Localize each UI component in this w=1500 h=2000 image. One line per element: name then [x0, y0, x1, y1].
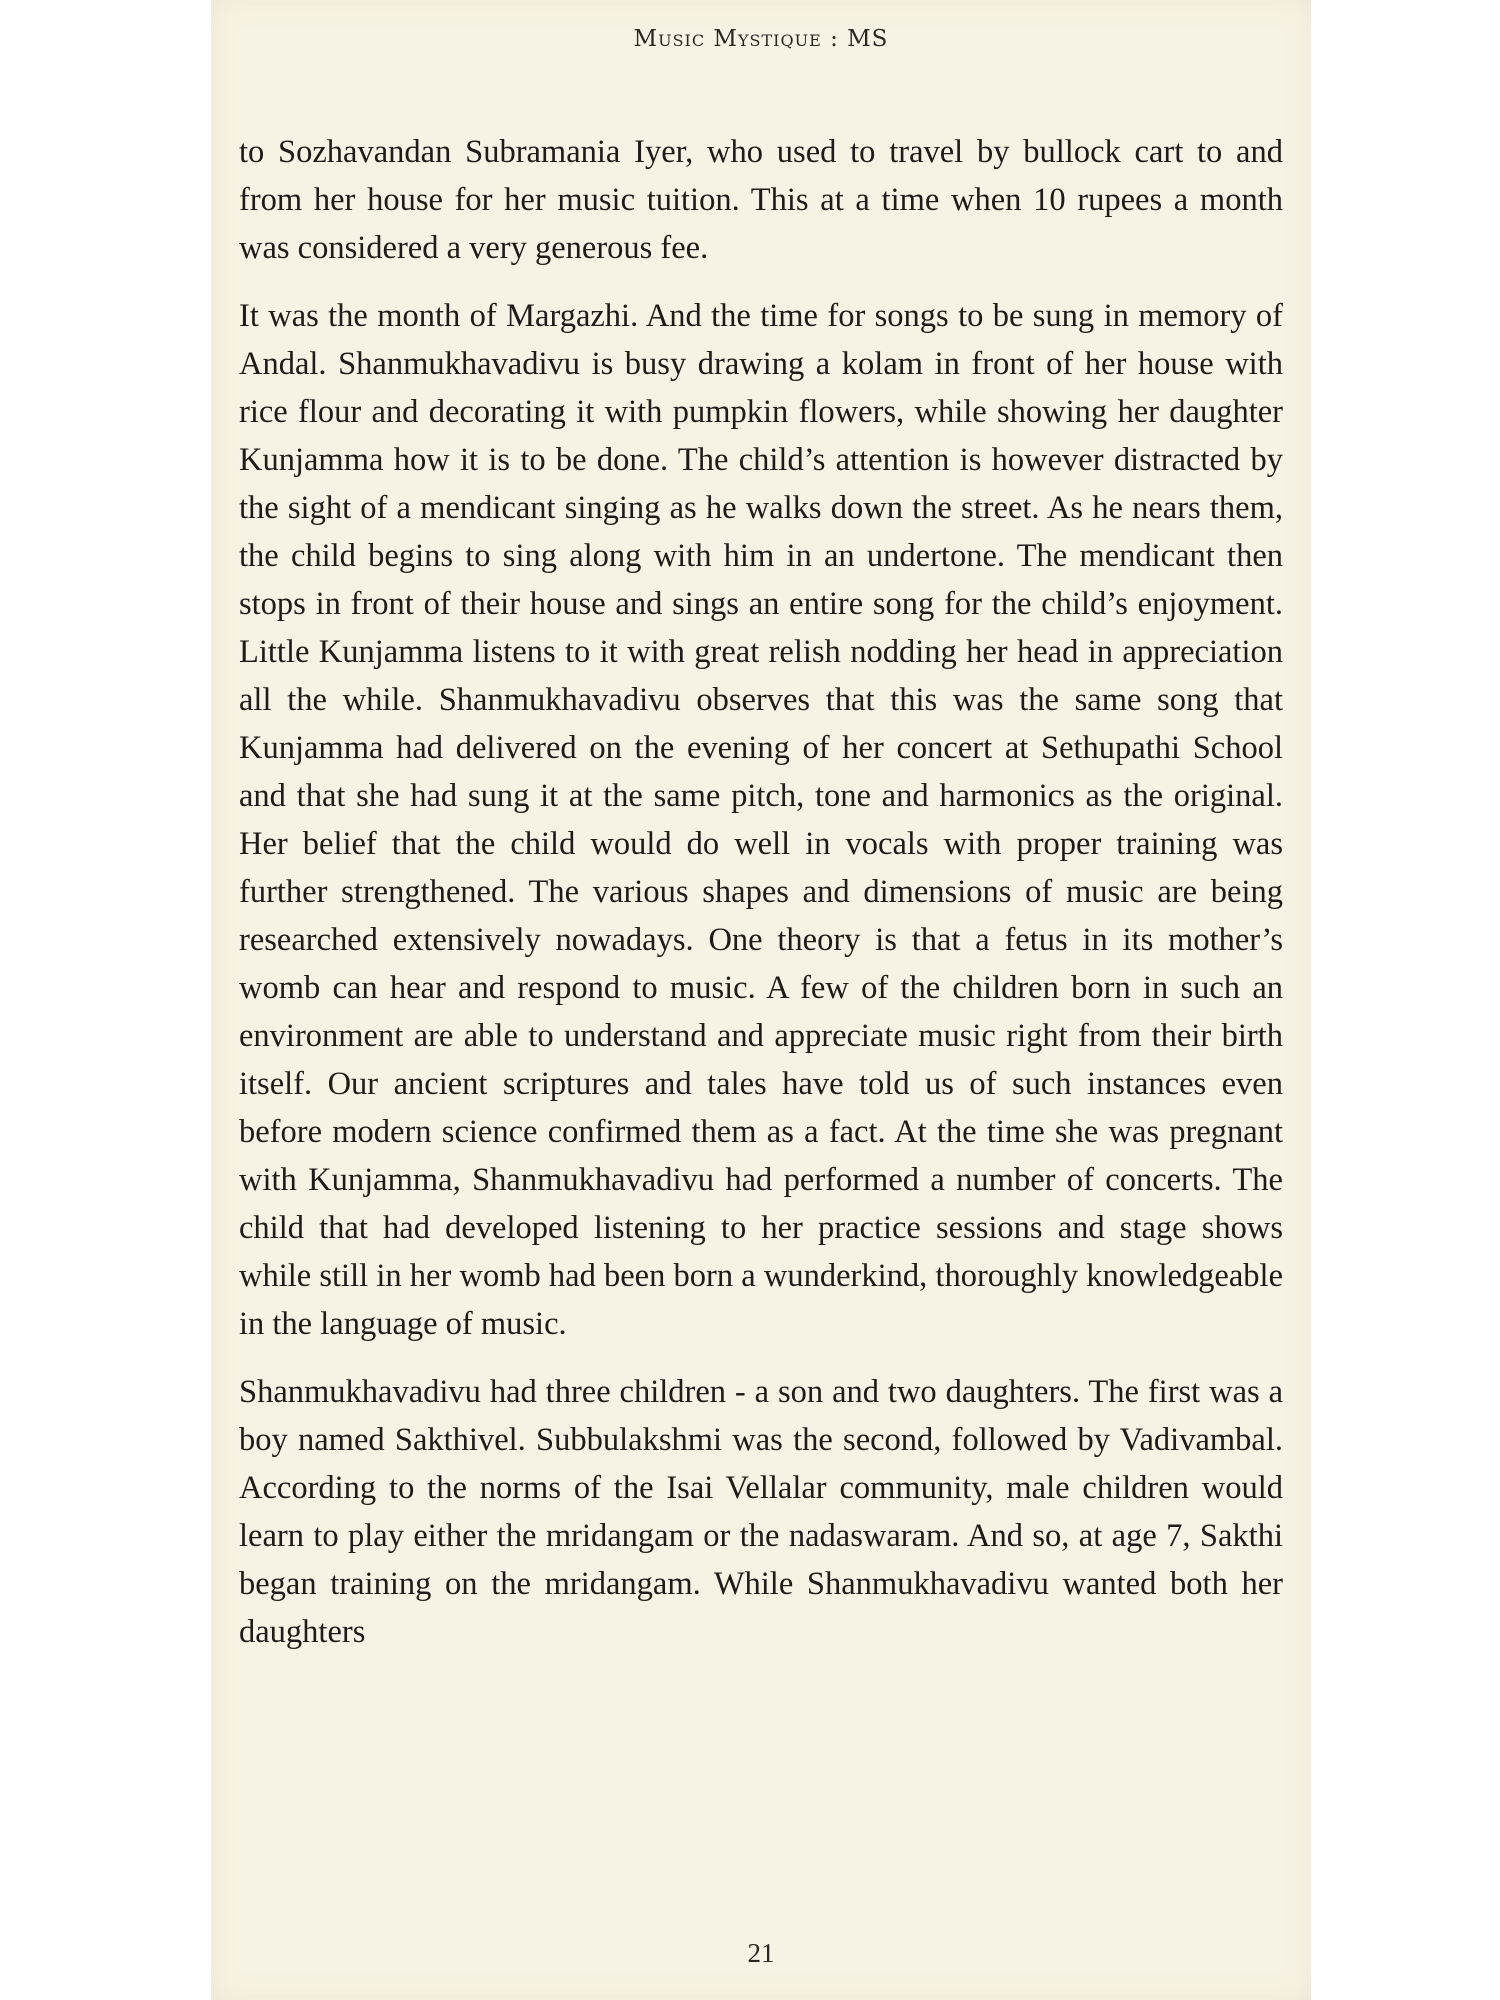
- book-page: [211, 0, 1311, 2000]
- running-head: Music Mystique : MS: [633, 26, 889, 52]
- paragraph: Shanmukhavadivu had three children - a son and two daughters. The first was a boy named Sakthivel. Subbulakshmi was the second, followed by Vadivambal. According to the norms of the Isai Vellalar community, male children would learn to play either the mridangam or the nadaswaram. And so, at age 7, Sakthi began training on the mridangam. While Shanmukhavadivu wanted both her daughters: [239, 1374, 1283, 1650]
- body-text: [239, 128, 1283, 1676]
- page-number: 21: [747, 1938, 775, 1968]
- paragraph: to Sozhavandan Subramania Iyer, who used to travel by bullock cart to and from her house for her music tuition. This at a time when 10 rupees a month was considered a very generous fee.: [239, 134, 1283, 266]
- paragraph: It was the month of Margazhi. And the time for songs to be sung in memory of Andal. Shanmukhavadivu is busy drawing a kolam in front of her house with rice flour and decorating it with pumpkin flowers, while showing her daughter Kunjamma how it is to be done. The child’s attention is however distracted by the sight of a mendicant singing as he walks down the street. As he nears them, the child begins to sing along with him in an undertone. The mendicant then stops in front of their house and sings an entire song for the child’s enjoyment. Little Kunjamma listens to it with great relish nodding her head in appreciation all the while. Shanmukhavadivu observes that this was the same song that Kunjamma had delivered on the evening of her concert at Sethupathi School and that she had sung it at the same pitch, tone and harmonics as the original. Her belief that the child would do well in vocals with proper training was further strengthened. The various shapes and dimensions of music are being researched extensively nowadays. One theory is that a fetus in its mother’s womb can hear and respond to music. A few of the children born in such an environment are able to understand and appreciate music right from their birth itself. Our ancient scriptures and tales have told us of such instances even before modern science confirmed them as a fact. At the time she was pregnant with Kunjamma, Shanmukhavadivu had performed a number of concerts. The child that had developed listening to her practice sessions and stage shows while still in her womb had been born a wunderkind, thoroughly knowledgeable in the language of music.: [239, 298, 1283, 1342]
